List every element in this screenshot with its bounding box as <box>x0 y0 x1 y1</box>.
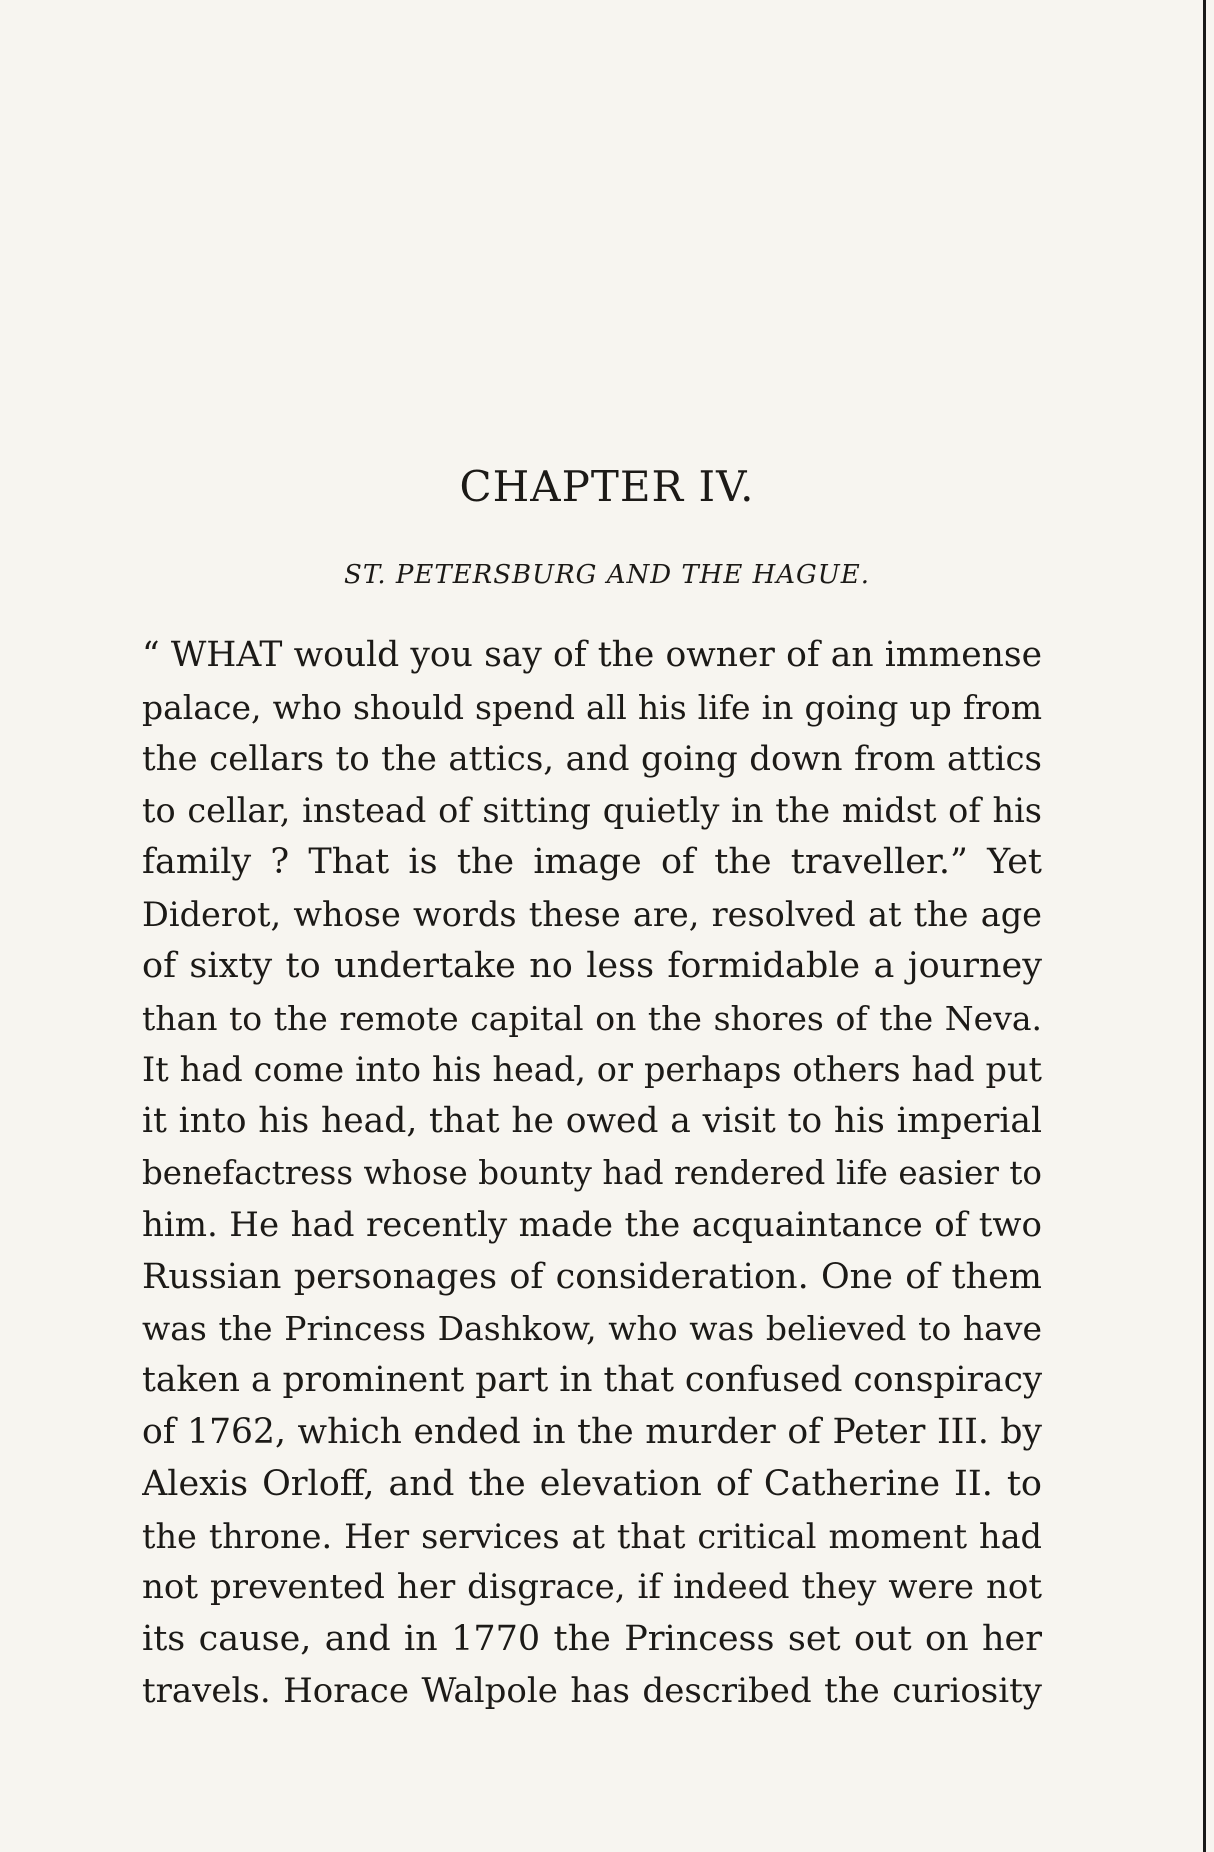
chapter-subtitle: ST. PETERSBURG AND THE HAGUE. <box>344 560 870 590</box>
text-line: “ WHAT would you say of the owner of an immense <box>142 635 1042 675</box>
text-line: Alexis Orloff, and the elevation of Catherine II. to <box>142 1463 1042 1504</box>
text-line: him. He had recently made the acquaintance of two <box>142 1204 1042 1245</box>
text-line: than to the remote capital on the shores of the Neva. <box>142 998 1042 1038</box>
text-line: Diderot, whose words these are, resolved at the age <box>142 894 1042 934</box>
text-line: family ? That is the image of the traveller.” Yet <box>142 842 1042 883</box>
text-line: of 1762, which ended in the murder of Peter III. by <box>142 1411 1042 1452</box>
body-paragraph <box>142 630 1042 1718</box>
page-edge-line <box>1203 0 1206 1852</box>
chapter-title: CHAPTER IV. <box>459 462 755 511</box>
text-line: palace, who should spend all his life in going up from <box>142 687 1042 727</box>
text-line: not prevented her disgrace, if indeed they were not <box>142 1567 1042 1608</box>
text-line: the throne. Her services at that critical moment had <box>142 1516 1042 1556</box>
text-line: to cellar, instead of sitting quietly in the midst of his <box>142 791 1042 831</box>
text-line: it into his head, that he owed a visit to his imperial <box>142 1101 1042 1142</box>
text-line: the cellars to the attics, and going down from attics <box>142 738 1042 779</box>
text-line: travels. Horace Walpole has described the curiosity <box>142 1670 1042 1711</box>
text-line: was the Princess Dashkow, who was believed to have <box>142 1309 1042 1349</box>
text-line: benefactress whose bounty had rendered life easier to <box>142 1153 1042 1192</box>
text-line: its cause, and in 1770 the Princess set out on her <box>142 1619 1042 1660</box>
text-line: of sixty to undertake no less formidable a journey <box>142 945 1042 986</box>
text-line: taken a prominent part in that confused conspiracy <box>142 1360 1042 1401</box>
text-line: It had come into his head, or perhaps others had put <box>142 1050 1042 1090</box>
text-line: Russian personages of consideration. One of them <box>142 1256 1042 1297</box>
